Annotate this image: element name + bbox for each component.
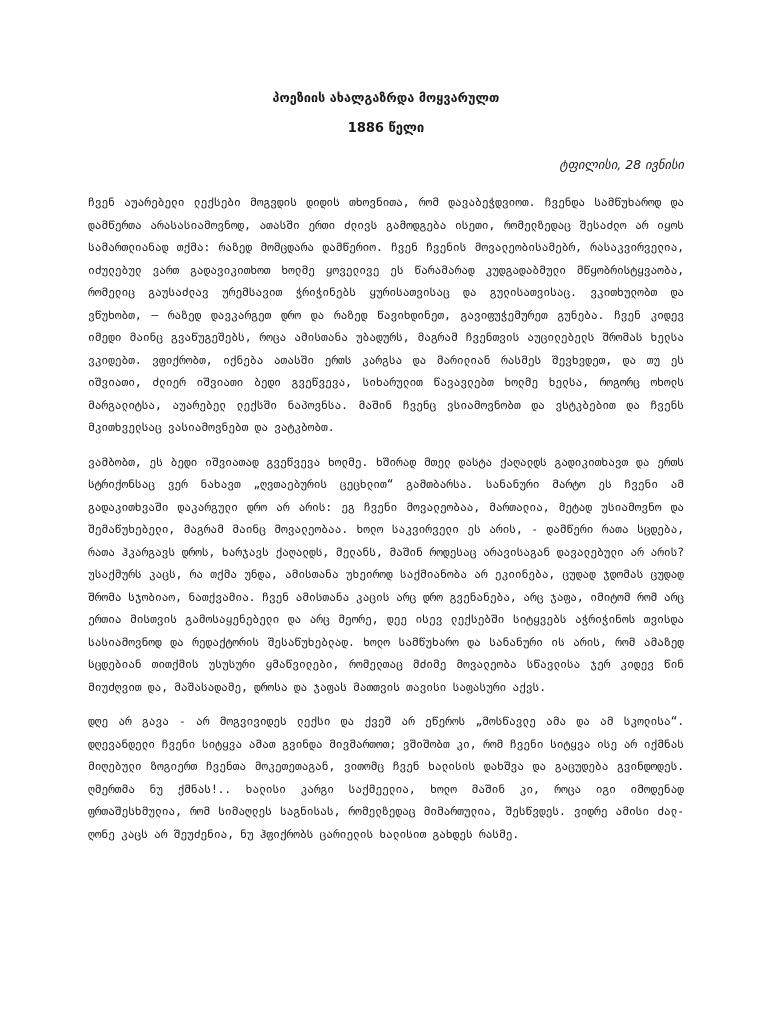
document-body	[88, 192, 684, 846]
document-title: პოეზიის ახალგაზრდა მოყვარულთ	[272, 90, 500, 105]
document-year: 1886 წელი	[347, 121, 425, 136]
place-date-line: ტფილისი, 28 ივნისი	[559, 157, 684, 172]
paragraph-3: დღე არ გავა - არ მოგვივიდეს ლექსი და ქვეშ არ ეწეროს „მოსწავლე ამა და ამ სკოლისა“. დღევანდელი ჩვენი სიტყვა ამათ გვინდა მივმართოთ; ვშიშობთ კი, რომ ჩვენი სიტყვა ისე არ იქმნას მიღებული ზოგიერთ ჩვენთა მოკეთეთაგან, ვითომც ჩვენ ხალისის დახშვა და გაცუდება გვინდოდეს. ღმერთმა ნუ ქმნას!.. ხალისი კარგი საქმეელია, ხოლო მაშინ კი, როცა იგი იმოდენად ფრთაშესხმულია, რომ სიმაღლეს საგნისას, რომელზედაც მიმართულია, შესწვდეს. ვიდრე ამისი ძალ-ღონე კაცს არ შეუძენია, ნუ ჰფიქრობს ცარიელის ხალისით გახდეს რასმე.	[88, 715, 684, 841]
paragraph-1: ჩვენ აუარებელი ლექსები მოგვდის დიდის თხოვნითა, რომ დავაბეჭდვიოთ. ჩვენდა სამწუხაროდ და დამწერთა არასასიამოვნოდ, ათასში ერთი ძლივს გამოდგება ისეთი, რომელზედაც შესაძლო არ იყოს სამართლიანად თქმა: რაზედ მომცდარა დამწერიო. ჩვენ ჩვენის მოვალეობისამებრ, რასაკვირველია, იძულებულ ვართ გადავიკითხოთ ხოლმე ყოველივე ეს წარამარად კუდგადაბმული მწყობრისტყვაობა, რომელიც გაუსაძლავ ურემსავით ჭრიჭინებს ყურისათვისაც და გულისათვისაც. ვკითხულობთ და ვწუხობთ, — რაზედ დავკარგეთ დრო და რაზედ წავიხდინეთ, გავიფუჭემურეთ გუნება. ჩვენ კიდევ იმედი მაინც გვაწუგეშებს, როცა ამისთანა უბადურს, მაგრამ ჩვენთვის აუცილებელს შრომას ხელსა ვკიდებთ. ვფიქრობთ, იქნება ათასში ერთს კარგსა და მარილიან რასმეს შევხვდეთ, და თუ ეს იშვიათი, ძლიერ იშვიათი ბედი გვეწვევა, სიხარულით წავავლებთ ხოლმე ხელსა, როგორც ოხოლს მარგალიტსა, აუარებელ ლექსში ნაპოვნსა. მაშინ ჩვენც ვსიამოვნობთ და ვსტკბებით და ჩვენს მკითხველსაც ვასიამოვნებთ და ვატკბობთ.	[88, 196, 684, 434]
paragraph-2: ვამბობთ, ეს ბედი იშვიათად გვეწვევა ხოლმე. ხშირად მთელ დასტა ქაღალდს გადიკითხავთ და ერთს სტრიქონსაც ვერ ნახავთ „ღვთაებურის ცეცხლით“ გამთბარსა. სანანური მარტო ეს ჩვენი ამ გადაკითხვაში დაკარგული დრო არ არის: ეგ ჩვენი მოვალეობაა, მართალია, მეტად უსიამოვნო და შემაწუხებელი, მაგრამ მაინც მოვალეობაა. ხოლო საკვირველი ეს არის, - დამწერი რათა სცდება, რათა ჰკარგავს დროს, ხარჯავს ქაღალდს, მელანს, მაშინ როდესაც არავისაგან დავალებული არ არის? უსაქმურს კაცს, რა თქმა უნდა, ამისთანა უხეიროდ საქმიანობა არ ეკიინება, ცუდად ჯდომას ცუდად შრომა სჯობიაო, ნათქვამია. ჩვენ ამისთანა კაცის არც დრო გვენანება, არც ჯაფა, იმიტომ რომ არც ერთია მისთვის გამოსაყენებელი და არც მეორე, დეე ისევ ლექსებში სიტყვებს აჭრიჭინოს თვისდა სასიამოვნოდ და რედაქტორის შესაწუხებლად. ხოლო სამწუხარო და სანანური ის არის, რომ ამაზედ სცდებიან თითქმის უსუსური ყმაწვილები, რომელთაც მძიმე მოვალეობა სწავლისა ჯერ კიდევ წინ მიუძღვით და, მაშასადამე, დროსა და ჯაფას მათთვის თავისი საფასური აქვს.	[88, 455, 684, 694]
